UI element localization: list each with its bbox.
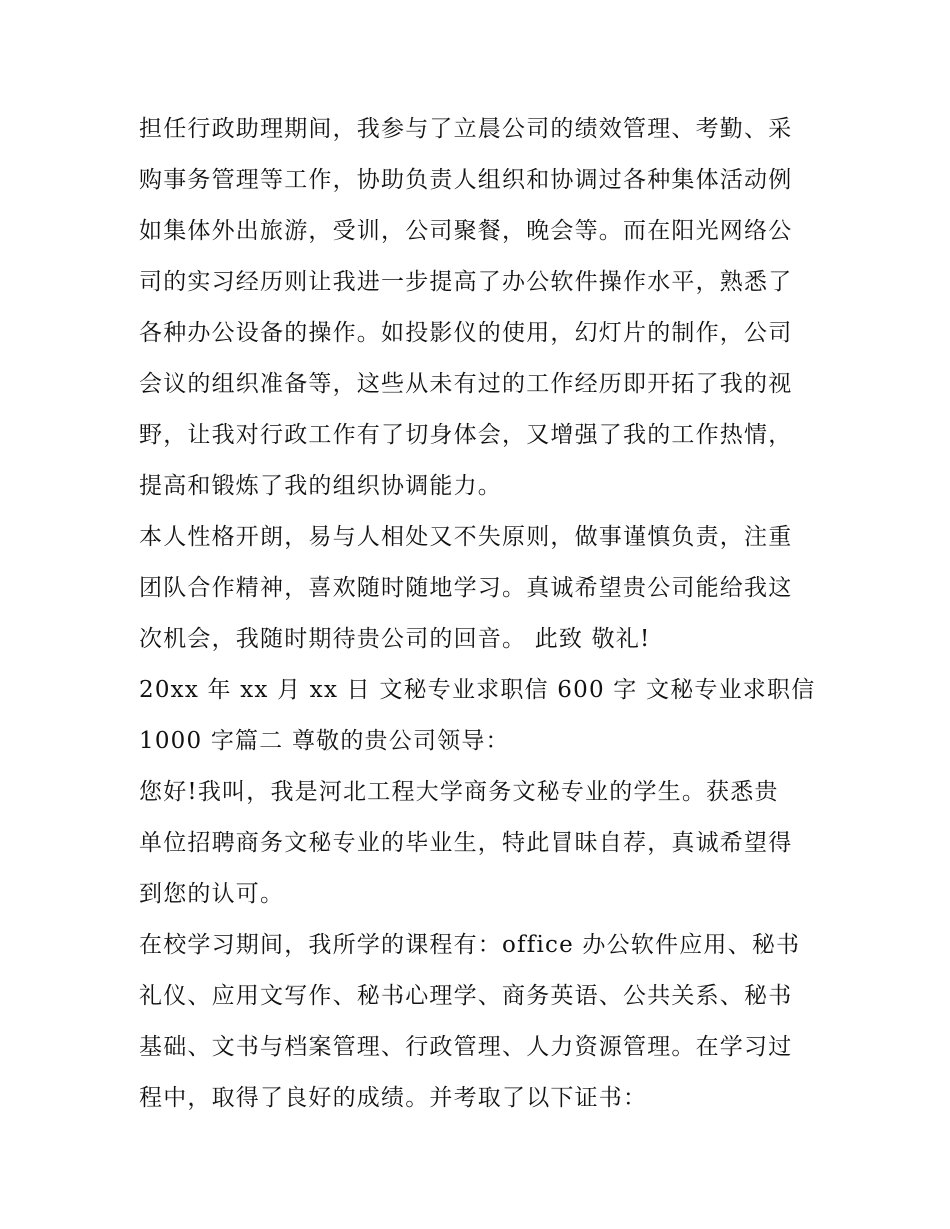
- text-line: 如集体外出旅游，受训，公司聚餐，晚会等。而在阳光网络公: [139, 218, 793, 244]
- text-line: 担任行政助理期间，我参与了立晨公司的绩效管理、考勤、采: [139, 116, 793, 142]
- text-line: 会议的组织准备等，这些从未有过的工作经历即开拓了我的视: [139, 371, 793, 397]
- document-body: [139, 104, 819, 1124]
- text-line: 基础、文书与档案管理、行政管理、人力资源管理。在学习过: [139, 1034, 793, 1060]
- text-line: 购事务管理等工作，协助负责人组织和协调过各种集体活动例: [139, 167, 793, 193]
- text-line: 团队合作精神，喜欢随时随地学习。真诚希望贵公司能给我这: [139, 575, 793, 601]
- text-line: 程中，取得了良好的成绩。并考取了以下证书：: [139, 1085, 648, 1111]
- text-line: 您好!我叫，我是河北工程大学商务文秘专业的学生。获悉贵: [139, 779, 779, 805]
- text-line: 提高和锻炼了我的组织协调能力。: [139, 473, 502, 499]
- text-line: 单位招聘商务文秘专业的毕业生，特此冒昧自荐，真诚希望得: [139, 830, 793, 856]
- text-line: 本人性格开朗，易与人相处又不失原则，做事谨慎负责，注重: [139, 524, 793, 550]
- text-line: 礼仪、应用文写作、秘书心理学、商务英语、公共关系、秘书: [139, 983, 793, 1009]
- text-line: 20xx 年 xx 月 xx 日 文秘专业求职信 600 字 文秘专业求职信: [139, 677, 816, 703]
- text-line: 司的实习经历则让我进一步提高了办公软件操作水平，熟悉了: [139, 269, 793, 295]
- text-line: 各种办公设备的操作。如投影仪的使用，幻灯片的制作，公司: [139, 320, 793, 346]
- text-line: 到您的认可。: [139, 881, 285, 907]
- text-line: 次机会，我随时期待贵公司的回音。 此致 敬礼!: [139, 626, 651, 652]
- text-line: 野，让我对行政工作有了切身体会，又增强了我的工作热情，: [139, 422, 793, 448]
- text-line: 在校学习期间，我所学的课程有：office 办公软件应用、秘书: [139, 932, 801, 958]
- text-line: 1000 字篇二 尊敬的贵公司领导：: [139, 728, 510, 754]
